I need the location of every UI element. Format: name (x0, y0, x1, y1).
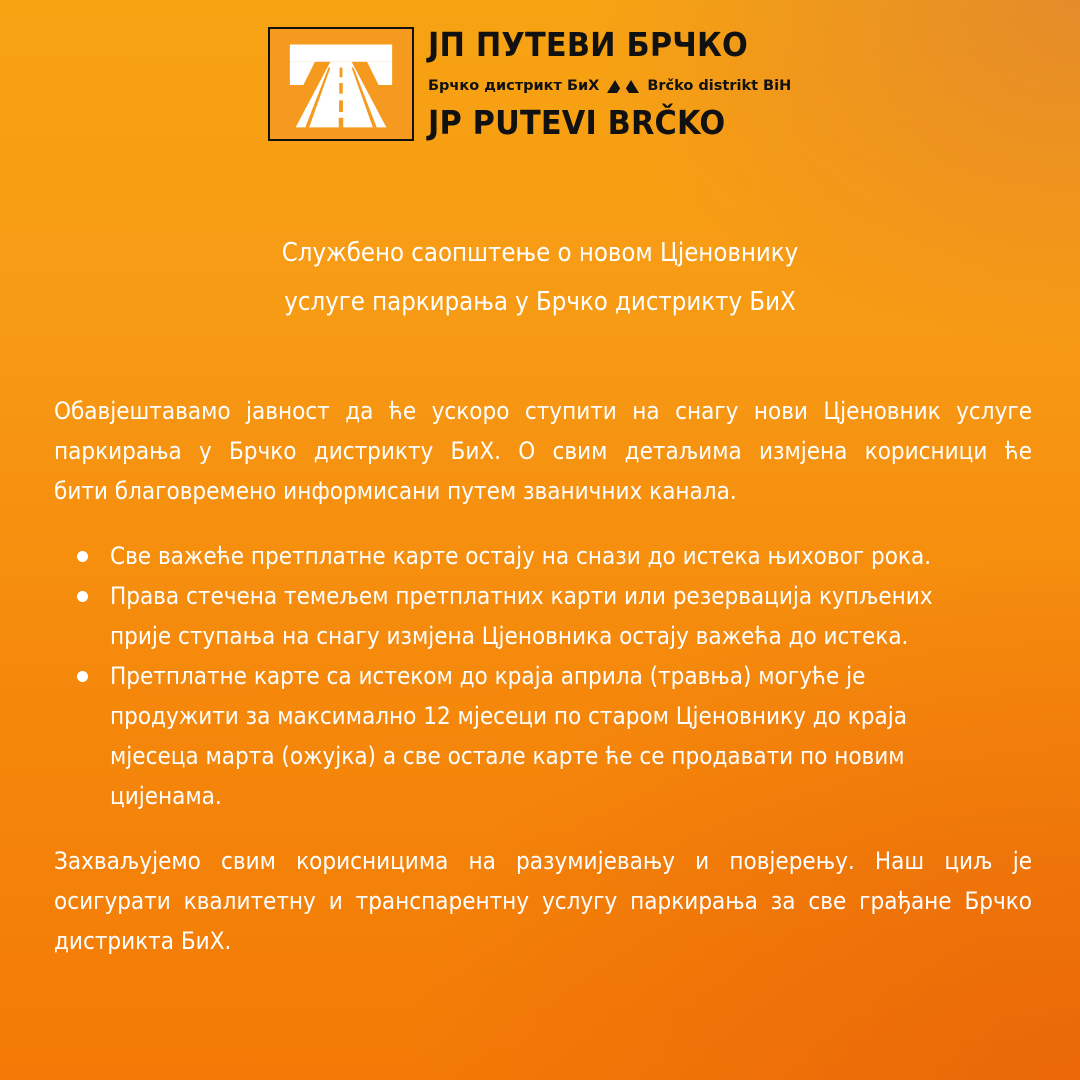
paragraph-line: Захваљујемо свим корисницима на разумијевању и повјерењу. Наш циљ је (54, 847, 1032, 875)
paragraph-line: Обавјештавамо јавност да ће ускоро ступити на снагу нови Цјеновник услуге (54, 397, 1032, 425)
announcement-title (0, 229, 1080, 327)
title-line: Службено саопштење о новом Цјеновнику (281, 238, 799, 268)
list-item-line: Права стечена темељем претплатних карти или резервација купљених (110, 582, 933, 610)
bullet-icon (77, 671, 88, 682)
closing-paragraph (54, 841, 1032, 961)
logo-subtitle-latin: Brčko distrikt BiH (647, 78, 792, 94)
intro-paragraph (54, 391, 1032, 511)
road-logo-icon (268, 27, 414, 141)
list-item (70, 656, 1030, 816)
list-item-line: продужити за максимално 12 мјесеци по старом Цјеновнику до краја (110, 702, 907, 730)
bullet-icon (77, 551, 88, 562)
logo-subtitle (428, 75, 828, 97)
paragraph-line: бити благовремено информисани путем званичних канала. (54, 477, 737, 505)
logo-name-latin: JP PUTEVI BRČKO (428, 103, 726, 142)
paragraph-line: дистрикта БиХ. (54, 927, 232, 955)
paragraph-line: паркирања у Брчко дистрикту БиХ. О свим детаљима измјена корисници ће (54, 437, 1032, 465)
bullet-list (70, 536, 1030, 816)
paragraph-line: осигурати квалитетну и транспарентну услугу паркирања за све грађане Брчко (54, 887, 1032, 915)
company-logo (268, 27, 828, 144)
list-item-line: цијенама. (110, 782, 222, 810)
list-item-line: Све важеће претплатне карте остају на снази до истека њиховог рока. (110, 542, 932, 570)
bullet-icon (77, 591, 88, 602)
title-line: услуге паркирања у Брчко дистрикту БиХ (284, 287, 796, 317)
list-item-line: мјесеца марта (ожујка) а све остале карте ће се продавати по новим (110, 742, 905, 770)
mountains-icon (607, 79, 639, 93)
list-item-line: Претплатне карте са истеком до краја априла (травња) могуће је (110, 662, 866, 690)
list-item-line: прије ступања на снагу измјена Цјеновника остају важећа до истека. (110, 622, 909, 650)
list-item (70, 536, 1030, 576)
list-item (70, 576, 1030, 656)
logo-name-cyrillic: ЈП ПУТЕВИ БРЧКО (428, 25, 748, 64)
logo-subtitle-cyrillic: Брчко дистрикт БиХ (428, 78, 600, 94)
